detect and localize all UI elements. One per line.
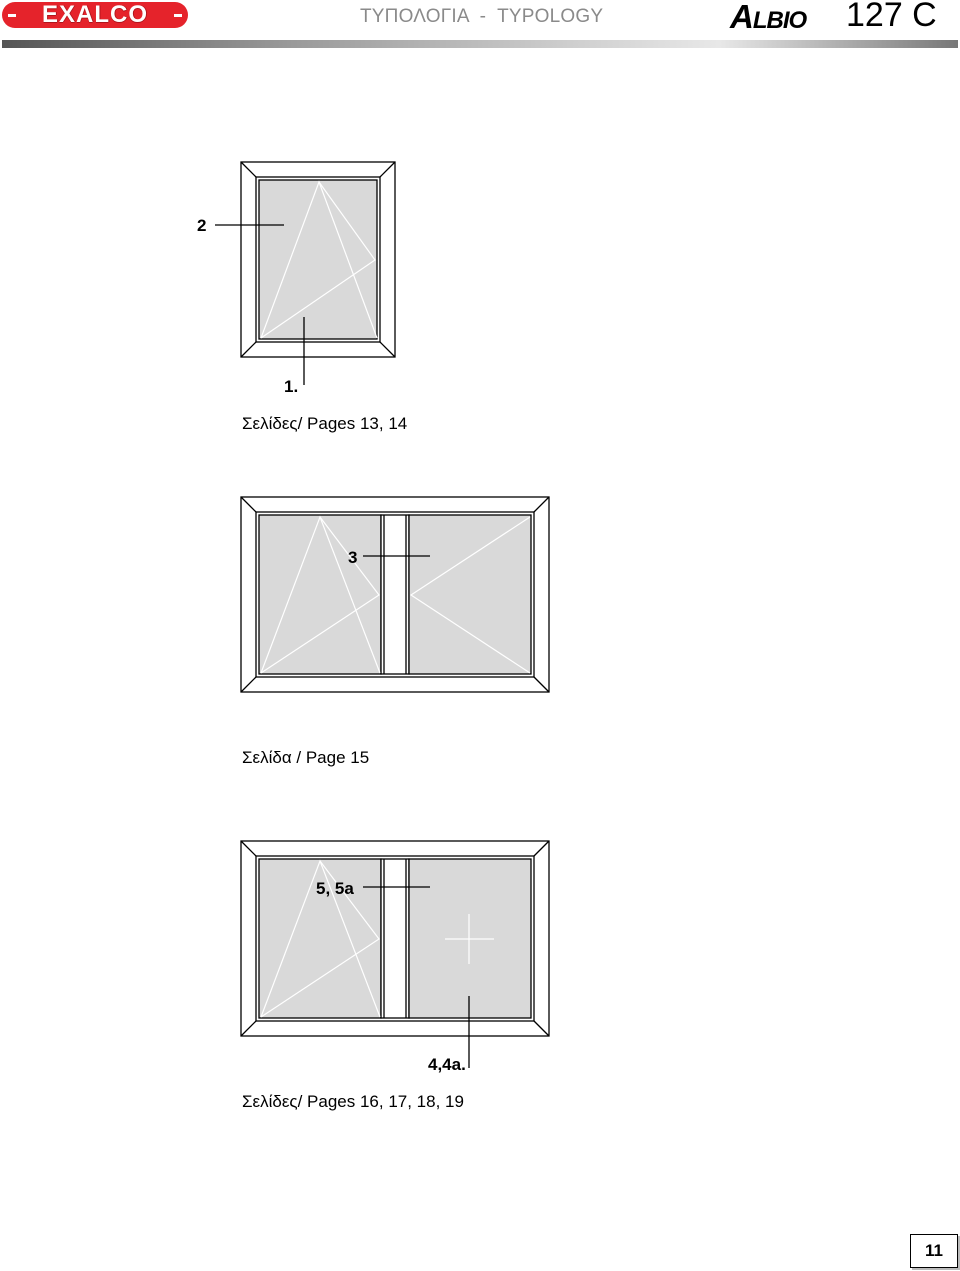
- page-number: 11: [910, 1234, 958, 1268]
- brand-mid: LBI: [752, 7, 789, 34]
- window-figure-3: [241, 841, 549, 1068]
- pages-reference-2: Σελίδα / Page 15: [242, 748, 370, 767]
- logo-text: EXALCO: [41, 1, 148, 28]
- glass-pane: [259, 180, 377, 339]
- glass-pane-left: [259, 515, 381, 674]
- pages-reference-3: Σελίδες/ Pages 16, 17, 18, 19: [242, 1092, 464, 1111]
- glass-pane-right: [409, 515, 531, 674]
- mullion: [381, 859, 409, 1018]
- window-figure-2: [241, 497, 549, 692]
- page-title: ΤΥΠΟΛΟΓΙΑ - TYPOLOGY: [360, 6, 604, 27]
- callout-label-4: 4,4a.: [428, 1055, 466, 1074]
- pages-reference-1: Σελίδες/ Pages 13, 14: [242, 414, 408, 433]
- callout-label-1: 1.: [284, 377, 299, 396]
- callout-label-5: 5, 5a: [316, 879, 354, 898]
- series-code: 127 C: [846, 0, 937, 34]
- brand-end: O: [788, 7, 807, 34]
- window-figure-1: [215, 162, 395, 385]
- brand-cap: A: [730, 0, 753, 35]
- callout-label-3: 3: [348, 548, 358, 567]
- mullion: [381, 515, 409, 674]
- callout-label-2: 2: [197, 216, 207, 235]
